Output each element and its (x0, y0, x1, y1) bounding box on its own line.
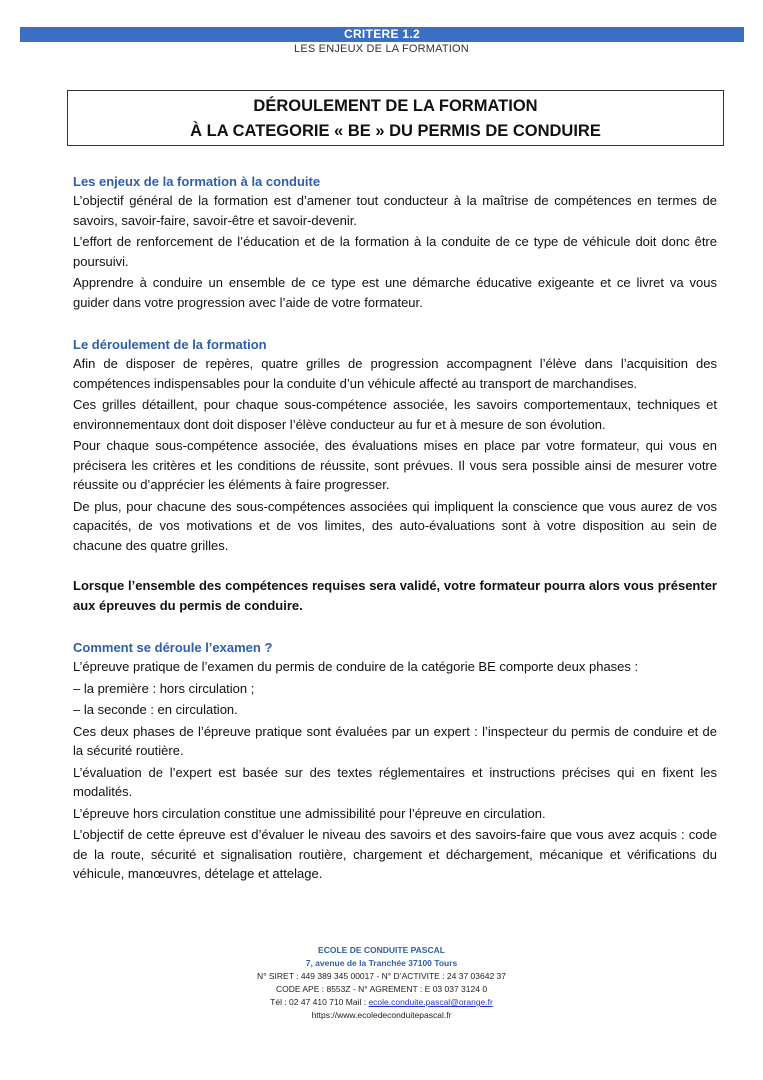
footer-website[interactable]: https://www.ecoledeconduitepascal.fr (311, 1010, 452, 1020)
footer-address: 7, avenue de la Tranchée 37100 Tours (305, 958, 458, 968)
paragraph: De plus, pour chacune des sous-compétences associées qui impliquent la conscience que vous aurez de vos capacités, de vos motivations et de vos limites, des auto-évaluations sont à votre disposition au sein de chacune des quatre grilles. (73, 498, 717, 553)
paragraph: L’objectif général de la formation est d’amener tout conducteur à la maîtrise de compétences en termes de savoirs, savoir-faire, savoir-être et savoir-devenir. (73, 193, 717, 228)
criterion-banner: CRITERE 1.2 (20, 27, 744, 42)
title-line-1: DÉROULEMENT DE LA FORMATION (253, 97, 538, 115)
footer-siret: N° SIRET : 449 389 345 00017 - N° D’ACTIVITE : 24 37 03642 37 (256, 971, 507, 981)
paragraph: Ces grilles détaillent, pour chaque sous-compétence associée, les savoirs comportementaux, techniques et environnementaux dont doit disposer l’élève conducteur au fur et à mesure de son évolution. (73, 397, 717, 432)
page-footer (0, 944, 763, 1022)
footer-tel: Tél : 02 47 410 710 Mail : (270, 997, 369, 1007)
title-line-2: À LA CATEGORIE « BE » DU PERMIS DE CONDUIRE (190, 122, 601, 140)
paragraph: L’épreuve pratique de l’examen du permis de conduire de la catégorie BE comporte deux phases : (73, 659, 639, 674)
paragraph: L’effort de renforcement de l’éducation et de la formation à la conduite de ce type de véhicule doit donc être poursuivi. (73, 234, 717, 269)
criterion-subtitle: LES ENJEUX DE LA FORMATION (294, 43, 469, 55)
paragraph: L’épreuve hors circulation constitue une admissibilité pour l’épreuve en circulation. (73, 805, 546, 821)
section-heading-examen: Comment se déroule l’examen ? (73, 640, 273, 655)
paragraph: L’évaluation de l’expert est basée sur des textes réglementaires et instructions précises qui en fixent les modalités. (73, 764, 717, 799)
paragraph: Afin de disposer de repères, quatre grilles de progression accompagnent l’élève dans l’acquisition des compétences indispensables pour la conduite d’un véhicule affecté au transport de marchandises. (73, 356, 717, 391)
list-item: – la seconde : en circulation. (73, 702, 238, 717)
footer-school-name: ECOLE DE CONDUITE PASCAL (318, 945, 445, 955)
footer-email-link[interactable]: ecole.conduite.pascal@orange.fr (368, 997, 493, 1007)
bold-statement: Lorsque l’ensemble des compétences requises sera validé, votre formateur pourra alors vous présenter aux épreuves du permis de conduire. (73, 578, 717, 613)
paragraph: Apprendre à conduire un ensemble de ce type est une démarche éducative exigeante et ce livret va vous guider dans votre progression avec l’aide de votre formateur. (73, 275, 717, 310)
document-title-box (67, 90, 724, 146)
document-body (73, 172, 717, 886)
section-heading-enjeux: Les enjeux de la formation à la conduite (73, 174, 321, 189)
section-heading-deroulement: Le déroulement de la formation (73, 337, 267, 352)
paragraph: L’objectif de cette épreuve est d’évaluer le niveau des savoirs et des savoirs-faire que vous avez acquis : code de la route, sécurité et signalisation routière, chargement et déchargement, mécanique et vérifications du véhicule, manœuvres, dételage et attelage. (73, 827, 717, 881)
paragraph: Ces deux phases de l’épreuve pratique sont évaluées par un expert : l’inspecteur du permis de conduire et de la sécurité routière. (73, 723, 717, 758)
footer-contact (0, 996, 763, 1009)
paragraph: Pour chaque sous-compétence associée, des évaluations mises en place par votre formateur, qui vous en précisera les critères et les conditions de réussite, sont prévues. Il vous sera possible ainsi de mesurer votre réussite ou d’apprécier les éléments à faire progresser. (73, 438, 717, 492)
footer-ape: CODE APE : 8553Z - N° AGREMENT : E 03 037 3124 0 (275, 984, 488, 994)
list-item: – la première : hors circulation ; (73, 680, 255, 696)
